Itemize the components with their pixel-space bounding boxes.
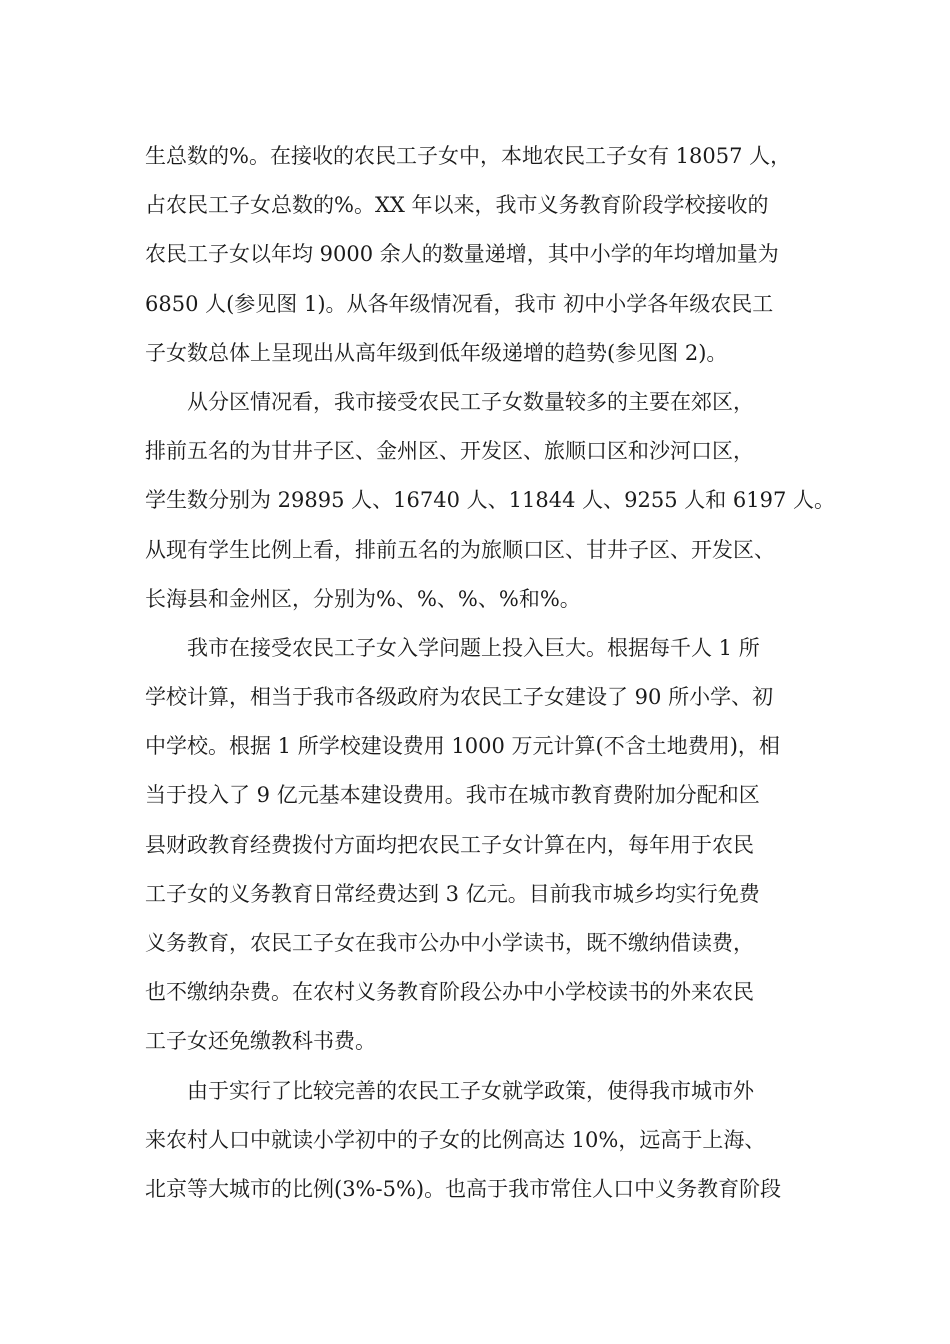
paragraph [145, 1067, 835, 1215]
text-line: 长海县和金州区，分别为%、%、%、%和%。 [145, 586, 581, 611]
text-line: 从分区情况看，我市接受农民工子女数量较多的主要在郊区， [187, 389, 754, 414]
text-line: 生总数的%。在接收的农民工子女中，本地农民工子女有 18057 人， [145, 144, 792, 168]
text-line: 由于实行了比较完善的农民工子女就学政策，使得我市城市外 [187, 1078, 754, 1103]
text-line: 我市在接受农民工子女入学问题上投入巨大。根据每千人 1 所 [187, 635, 760, 660]
text-line: 占农民工子女总数的%。XX 年以来，我市义务教育阶段学校接收的 [145, 193, 769, 218]
text-line: 当于投入了 9 亿元基本建设费用。我市在城市教育费附加分配和区 [145, 783, 760, 808]
text-line: 工子女的义务教育日常经费达到 3 亿元。目前我市城乡均实行免费 [145, 881, 760, 906]
body-text [145, 132, 835, 1214]
text-line: 学生数分别为 29895 人、16740 人、11844 人、9255 人和 6197 人。 [145, 488, 836, 513]
text-line: 工子女还免缴教科书费。 [145, 1029, 376, 1054]
text-line: 北京等大城市的比例(3%-5%)。也高于我市常住人口中义务教育阶段 [145, 1176, 782, 1201]
text-line: 从现有学生比例上看，排前五名的为旅顺口区、甘井子区、开发区、 [145, 537, 775, 562]
text-line: 义务教育，农民工子女在我市公办中小学读书，既不缴纳借读费， [145, 931, 754, 955]
text-line: 学校计算，相当于我市各级政府为农民工子女建设了 90 所小学、初 [145, 685, 774, 710]
text-line: 排前五名的为甘井子区、金州区、开发区、旅顺口区和沙河口区， [145, 439, 754, 464]
paragraph [145, 378, 835, 624]
text-line: 也不缴纳杂费。在农村义务教育阶段公办中小学校读书的外来农民 [145, 980, 754, 1005]
paragraph [145, 624, 835, 1067]
text-line: 6850 人(参见图 1)。从各年级情况看，我市 初中小学各年级农民工 [145, 291, 774, 316]
text-line: 中学校。根据 1 所学校建设费用 1000 万元计算(不含土地费用)，相 [145, 734, 780, 759]
text-line: 来农村人口中就读小学初中的子女的比例高达 10%，远高于上海、 [145, 1127, 766, 1152]
text-line: 县财政教育经费拨付方面均把农民工子女计算在内，每年用于农民 [145, 832, 754, 857]
text-line: 子女数总体上呈现出从高年级到低年级递增的趋势(参见图 2)。 [145, 340, 728, 365]
paragraph [145, 132, 835, 378]
text-line: 农民工子女以年均 9000 余人的数量递增，其中小学的年均增加量为 [145, 242, 779, 267]
